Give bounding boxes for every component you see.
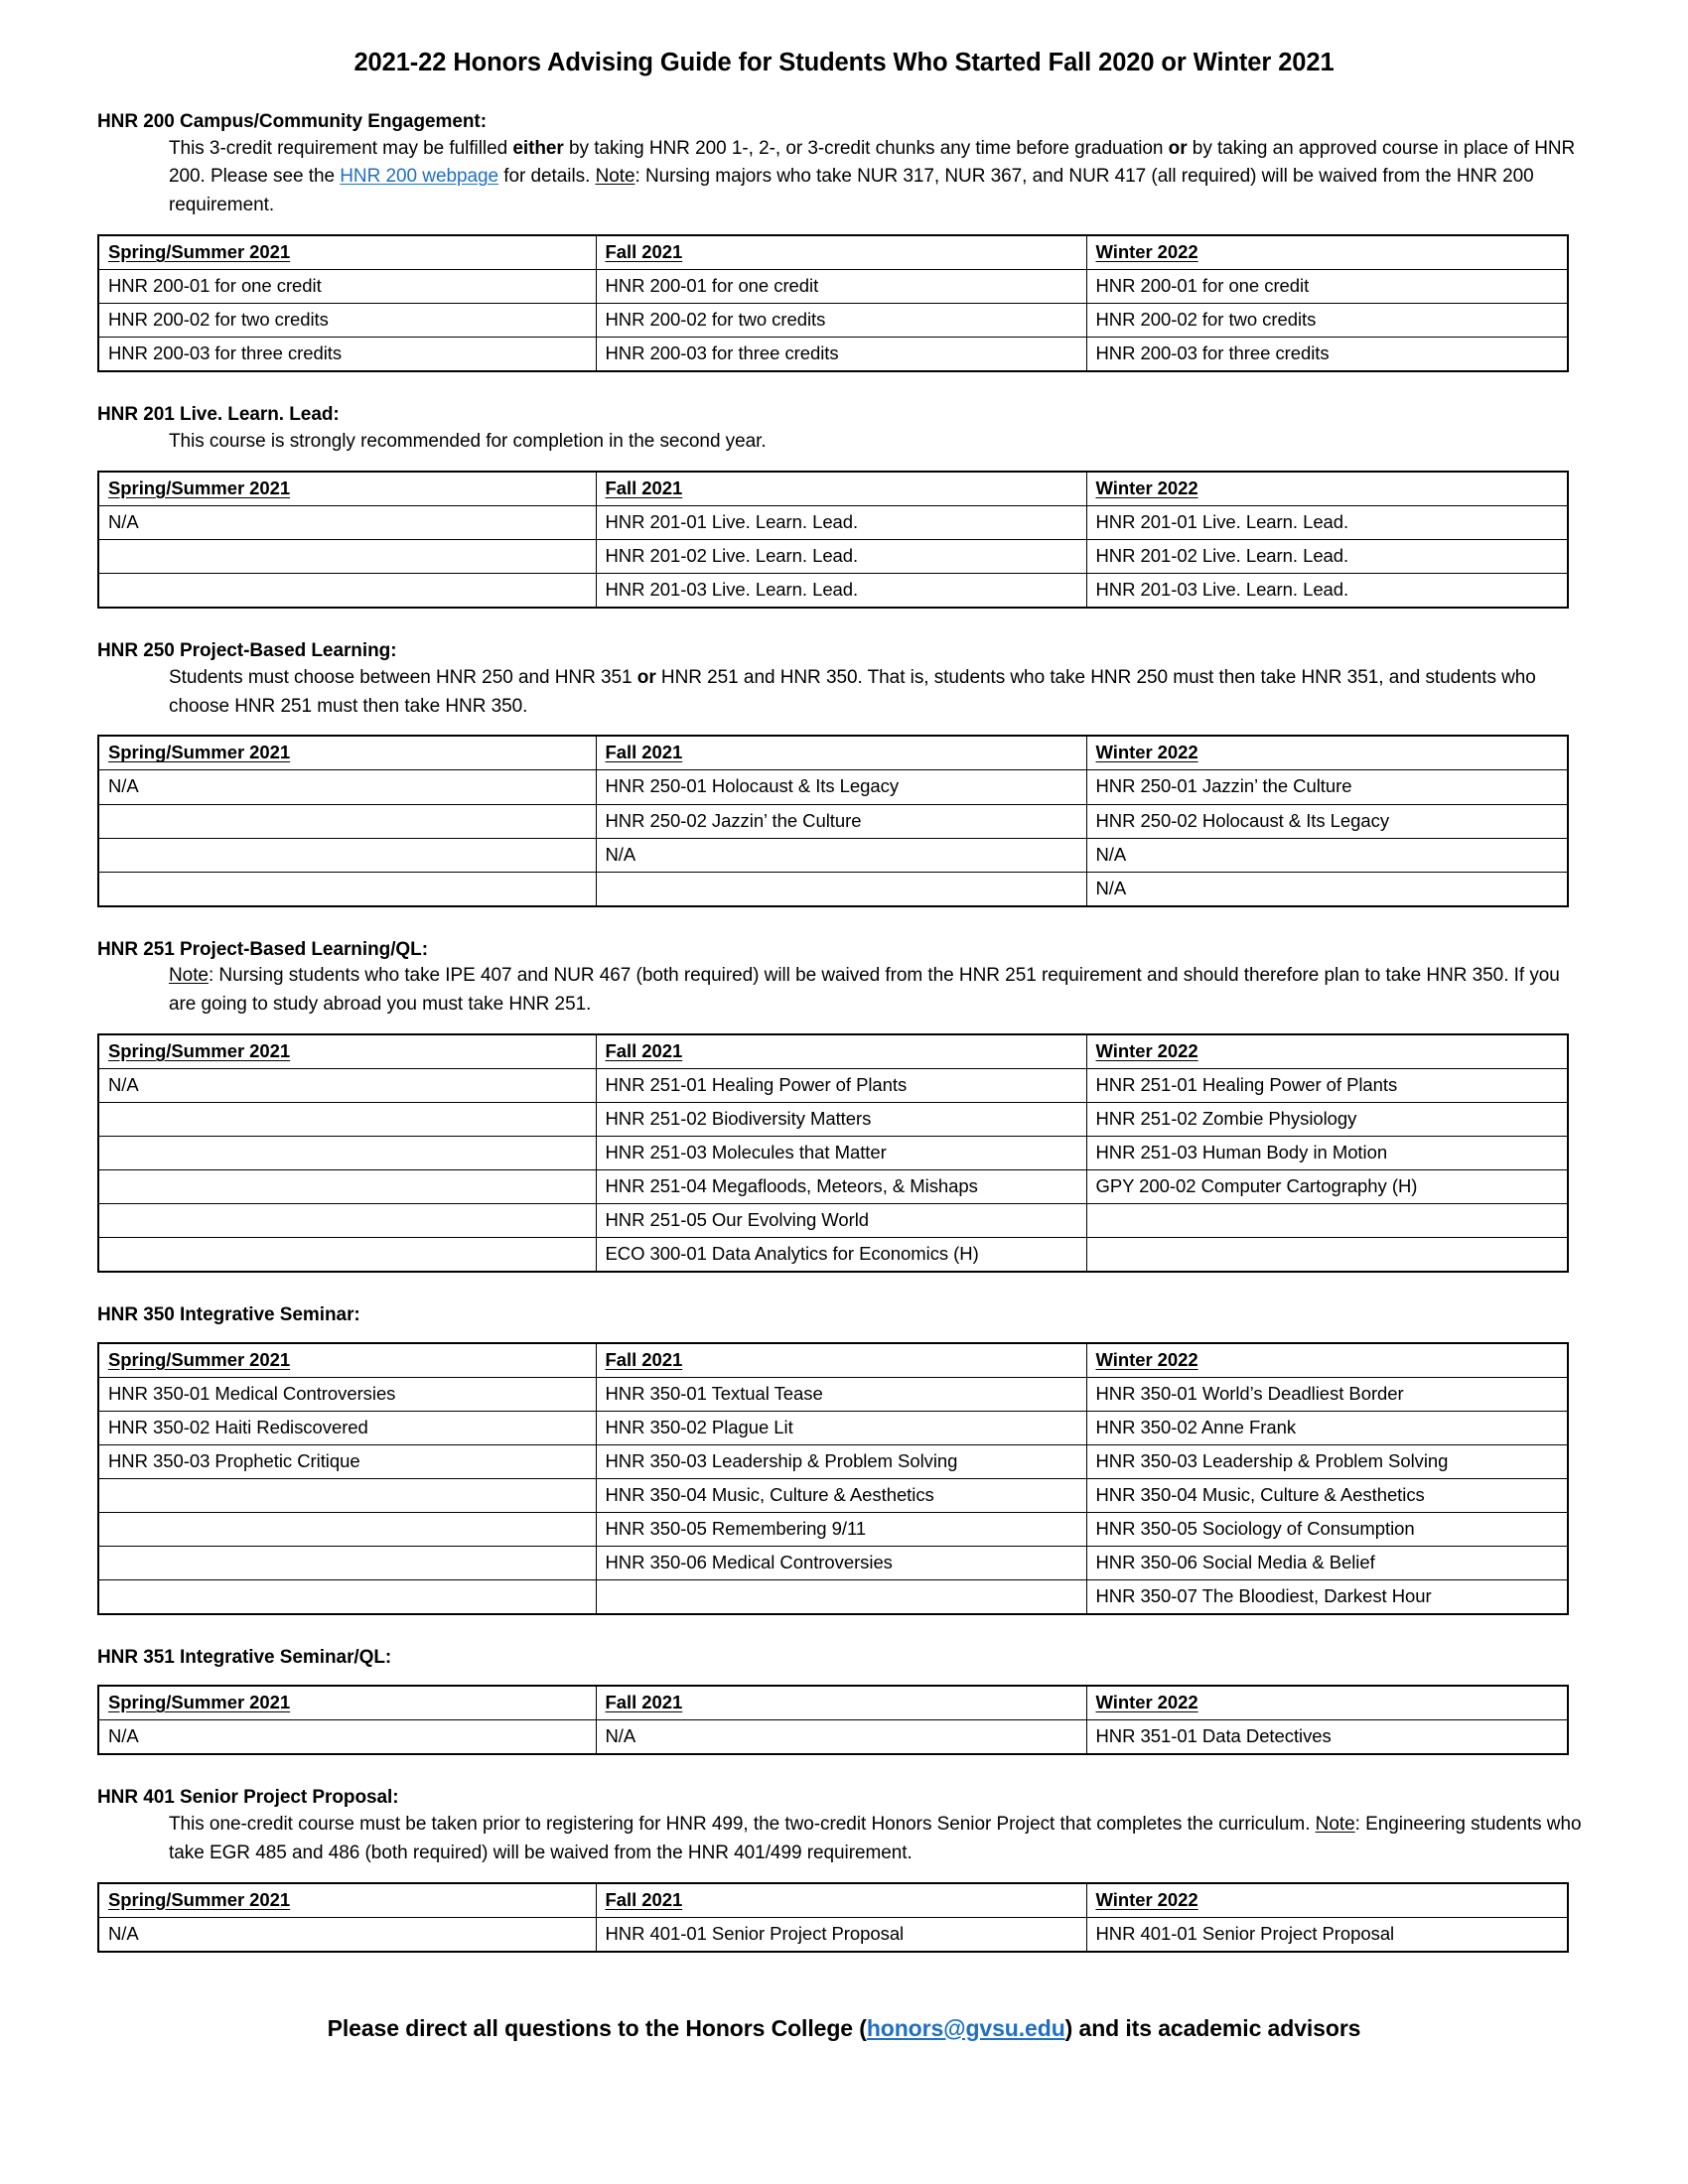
table-cell-empty bbox=[98, 539, 596, 573]
table-top-spacer bbox=[97, 1868, 1591, 1882]
table-cell: HNR 350-04 Music, Culture & Aesthetics bbox=[596, 1479, 1086, 1513]
table-cell: HNR 251-02 Zombie Physiology bbox=[1086, 1103, 1568, 1137]
column-header-label: Fall 2021 bbox=[605, 241, 683, 263]
section-spacer bbox=[97, 1615, 1591, 1645]
table-row bbox=[98, 1720, 1568, 1755]
table-cell: HNR 251-05 Our Evolving World bbox=[596, 1204, 1086, 1238]
table-row bbox=[98, 270, 1568, 304]
schedule-table-hnr-401 bbox=[97, 1882, 1569, 1953]
note-label: Note bbox=[169, 965, 209, 987]
column-header-label: Spring/Summer 2021 bbox=[108, 1040, 291, 1062]
table-row bbox=[98, 539, 1568, 573]
section-body-hnr-251 bbox=[97, 962, 1591, 1020]
table-row bbox=[98, 872, 1568, 906]
column-header-label: Spring/Summer 2021 bbox=[108, 1692, 291, 1713]
table-cell: HNR 201-03 Live. Learn. Lead. bbox=[596, 573, 1086, 608]
column-header-spring-summer bbox=[98, 472, 596, 506]
table-cell-empty bbox=[98, 1137, 596, 1170]
table-cell: HNR 350-06 Social Media & Belief bbox=[1086, 1547, 1568, 1580]
table-cell: HNR 200-01 for one credit bbox=[1086, 270, 1568, 304]
schedule-table-hnr-201 bbox=[97, 471, 1569, 609]
table-cell: HNR 201-02 Live. Learn. Lead. bbox=[596, 539, 1086, 573]
table-cell: N/A bbox=[596, 838, 1086, 872]
section-spacer bbox=[97, 1755, 1591, 1785]
table-cell: HNR 200-02 for two credits bbox=[1086, 304, 1568, 338]
column-header-label: Fall 2021 bbox=[605, 1349, 683, 1371]
table-top-spacer bbox=[97, 457, 1591, 471]
table-cell: HNR 350-05 Sociology of Consumption bbox=[1086, 1513, 1568, 1547]
table-top-spacer bbox=[97, 1328, 1591, 1342]
table-cell: HNR 350-01 Medical Controversies bbox=[98, 1378, 596, 1412]
table-cell: N/A bbox=[98, 505, 596, 539]
table-header-row bbox=[98, 1883, 1568, 1918]
column-header-label: Fall 2021 bbox=[605, 1888, 683, 1910]
table-cell: N/A bbox=[1086, 838, 1568, 872]
table-cell-empty bbox=[98, 1170, 596, 1204]
table-cell: HNR 200-01 for one credit bbox=[596, 270, 1086, 304]
schedule-table-hnr-351 bbox=[97, 1685, 1569, 1755]
body-text: HNR 251 and HNR 350. That is, students who take HNR 250 must then take HNR 351, and students who choose HNR 251 must then take HNR 350. bbox=[169, 666, 1536, 717]
section-body-hnr-401 bbox=[97, 1811, 1591, 1868]
table-row bbox=[98, 1137, 1568, 1170]
table-cell: HNR 351-01 Data Detectives bbox=[1086, 1720, 1568, 1755]
table-cell: HNR 200-02 for two credits bbox=[596, 304, 1086, 338]
table-cell: HNR 401-01 Senior Project Proposal bbox=[1086, 1917, 1568, 1952]
column-header-spring-summer bbox=[98, 736, 596, 770]
table-header-row bbox=[98, 472, 1568, 506]
body-text: This course is strongly recommended for completion in the second year. bbox=[169, 430, 767, 452]
table-cell: N/A bbox=[98, 1069, 596, 1103]
section-body-hnr-200 bbox=[97, 135, 1591, 221]
body-text: by taking HNR 200 1-, 2-, or 3-credit chunks any time before graduation bbox=[563, 137, 1169, 159]
table-row bbox=[98, 1238, 1568, 1273]
table-cell: HNR 401-01 Senior Project Proposal bbox=[596, 1917, 1086, 1952]
table-cell: N/A bbox=[596, 1720, 1086, 1755]
column-header-fall bbox=[596, 736, 1086, 770]
table-cell-empty bbox=[98, 872, 596, 906]
emphasis-text: or bbox=[1168, 137, 1188, 159]
table-header-row bbox=[98, 235, 1568, 270]
column-header-label: Spring/Summer 2021 bbox=[108, 742, 291, 763]
column-header-winter bbox=[1086, 472, 1568, 506]
table-cell: HNR 350-02 Anne Frank bbox=[1086, 1412, 1568, 1445]
table-row bbox=[98, 338, 1568, 372]
table-cell: HNR 350-01 World’s Deadliest Border bbox=[1086, 1378, 1568, 1412]
table-cell: HNR 200-02 for two credits bbox=[98, 304, 596, 338]
column-header-winter bbox=[1086, 1343, 1568, 1378]
hnr-200-webpage-link[interactable]: HNR 200 webpage bbox=[340, 166, 499, 188]
column-header-spring-summer bbox=[98, 235, 596, 270]
table-cell-empty bbox=[1086, 1238, 1568, 1273]
schedule-table-hnr-200 bbox=[97, 234, 1569, 372]
table-cell: HNR 350-02 Plague Lit bbox=[596, 1412, 1086, 1445]
table-header-row bbox=[98, 736, 1568, 770]
section-hnr-200 bbox=[97, 79, 1591, 372]
table-cell: HNR 200-03 for three credits bbox=[596, 338, 1086, 372]
column-header-label: Winter 2022 bbox=[1095, 1692, 1198, 1713]
table-cell: HNR 201-02 Live. Learn. Lead. bbox=[1086, 539, 1568, 573]
table-row bbox=[98, 1069, 1568, 1103]
table-cell: HNR 201-03 Live. Learn. Lead. bbox=[1086, 573, 1568, 608]
table-row bbox=[98, 1412, 1568, 1445]
table-row bbox=[98, 1513, 1568, 1547]
body-text: : Nursing students who take IPE 407 and NUR 467 (both required) will be waived from the HNR 251 requirement and should therefore plan to take HNR 350. If you are going to study abroad you must take HNR 251. bbox=[169, 965, 1560, 1016]
table-cell: ECO 300-01 Data Analytics for Economics (H) bbox=[596, 1238, 1086, 1273]
column-header-label: Fall 2021 bbox=[605, 1692, 683, 1713]
table-cell: HNR 251-04 Megafloods, Meteors, & Mishaps bbox=[596, 1170, 1086, 1204]
table-cell: HNR 200-03 for three credits bbox=[98, 338, 596, 372]
section-heading-hnr-251: HNR 251 Project-Based Learning/QL: bbox=[97, 938, 428, 960]
column-header-spring-summer bbox=[98, 1343, 596, 1378]
table-header-row bbox=[98, 1343, 1568, 1378]
table-cell-empty bbox=[98, 1204, 596, 1238]
table-cell-empty bbox=[98, 1513, 596, 1547]
column-header-fall bbox=[596, 472, 1086, 506]
table-cell: GPY 200-02 Computer Cartography (H) bbox=[1086, 1170, 1568, 1204]
column-header-winter bbox=[1086, 736, 1568, 770]
table-row bbox=[98, 1580, 1568, 1615]
section-hnr-350 bbox=[97, 1273, 1591, 1615]
note-label: Note bbox=[1315, 1813, 1355, 1835]
column-header-winter bbox=[1086, 1883, 1568, 1918]
table-row bbox=[98, 1170, 1568, 1204]
table-cell: N/A bbox=[98, 770, 596, 804]
table-cell: HNR 350-05 Remembering 9/11 bbox=[596, 1513, 1086, 1547]
table-cell-empty bbox=[98, 1238, 596, 1273]
section-spacer bbox=[97, 79, 1591, 109]
table-row bbox=[98, 804, 1568, 838]
table-cell: HNR 350-02 Haiti Rediscovered bbox=[98, 1412, 596, 1445]
emphasis-text: or bbox=[636, 666, 656, 688]
footer-contact-note bbox=[97, 1953, 1591, 2044]
column-header-fall bbox=[596, 1686, 1086, 1720]
column-header-fall bbox=[596, 1343, 1086, 1378]
table-cell: HNR 251-01 Healing Power of Plants bbox=[596, 1069, 1086, 1103]
table-cell-empty bbox=[98, 1580, 596, 1615]
column-header-spring-summer bbox=[98, 1883, 596, 1918]
note-label: Note bbox=[595, 166, 635, 188]
column-header-label: Winter 2022 bbox=[1095, 1040, 1198, 1062]
table-cell: HNR 201-01 Live. Learn. Lead. bbox=[596, 505, 1086, 539]
table-cell-empty bbox=[98, 1103, 596, 1137]
table-row bbox=[98, 1445, 1568, 1479]
table-cell: HNR 350-07 The Bloodiest, Darkest Hour bbox=[1086, 1580, 1568, 1615]
table-cell: N/A bbox=[98, 1917, 596, 1952]
table-cell: HNR 200-03 for three credits bbox=[1086, 338, 1568, 372]
column-header-label: Winter 2022 bbox=[1095, 1349, 1198, 1371]
section-heading-hnr-401: HNR 401 Senior Project Proposal: bbox=[97, 1787, 399, 1809]
section-spacer bbox=[97, 907, 1591, 937]
table-cell: HNR 251-02 Biodiversity Matters bbox=[596, 1103, 1086, 1137]
table-cell: HNR 350-04 Music, Culture & Aesthetics bbox=[1086, 1479, 1568, 1513]
schedule-table-hnr-251 bbox=[97, 1033, 1569, 1273]
table-cell: N/A bbox=[1086, 872, 1568, 906]
table-cell: HNR 250-02 Holocaust & Its Legacy bbox=[1086, 804, 1568, 838]
section-hnr-351 bbox=[97, 1615, 1591, 1755]
table-cell: HNR 350-03 Prophetic Critique bbox=[98, 1445, 596, 1479]
table-cell: HNR 350-03 Leadership & Problem Solving bbox=[1086, 1445, 1568, 1479]
table-header-row bbox=[98, 1034, 1568, 1069]
table-cell-empty bbox=[98, 1479, 596, 1513]
table-cell: N/A bbox=[98, 1720, 596, 1755]
table-cell: HNR 350-03 Leadership & Problem Solving bbox=[596, 1445, 1086, 1479]
emphasis-text: either bbox=[512, 137, 564, 159]
table-row bbox=[98, 1547, 1568, 1580]
table-row bbox=[98, 1204, 1568, 1238]
section-heading-hnr-250: HNR 250 Project-Based Learning: bbox=[97, 640, 397, 662]
column-header-label: Spring/Summer 2021 bbox=[108, 1349, 291, 1371]
section-heading-hnr-350: HNR 350 Integrative Seminar: bbox=[97, 1304, 360, 1326]
section-heading-hnr-201: HNR 201 Live. Learn. Lead: bbox=[97, 404, 340, 426]
body-text: This one-credit course must be taken prior to registering for HNR 499, the two-credit Honors Senior Project that completes the curriculum. bbox=[169, 1813, 1316, 1835]
section-spacer bbox=[97, 372, 1591, 402]
table-row bbox=[98, 838, 1568, 872]
table-header-row bbox=[98, 1686, 1568, 1720]
page-title: 2021-22 Honors Advising Guide for Students Who Started Fall 2020 or Winter 2021 bbox=[353, 49, 1335, 76]
column-header-fall bbox=[596, 1034, 1086, 1069]
section-hnr-250 bbox=[97, 609, 1591, 907]
table-cell: HNR 200-01 for one credit bbox=[98, 270, 596, 304]
column-header-spring-summer bbox=[98, 1034, 596, 1069]
section-hnr-201 bbox=[97, 372, 1591, 609]
body-text: by taking an approved course in place of HNR 200. Please see the bbox=[169, 137, 1576, 188]
column-header-label: Fall 2021 bbox=[605, 477, 683, 498]
column-header-label: Fall 2021 bbox=[605, 1040, 683, 1062]
table-top-spacer bbox=[97, 721, 1591, 735]
table-cell: HNR 251-01 Healing Power of Plants bbox=[1086, 1069, 1568, 1103]
table-cell-empty bbox=[98, 804, 596, 838]
column-header-label: Winter 2022 bbox=[1095, 742, 1198, 763]
table-row bbox=[98, 770, 1568, 804]
body-text: for details. bbox=[498, 166, 596, 188]
schedule-table-hnr-350 bbox=[97, 1342, 1569, 1615]
column-header-label: Winter 2022 bbox=[1095, 1888, 1198, 1910]
table-top-spacer bbox=[97, 220, 1591, 234]
table-cell: HNR 201-01 Live. Learn. Lead. bbox=[1086, 505, 1568, 539]
footer-text-before: Please direct all questions to the Honors College ( bbox=[327, 2014, 867, 2041]
table-top-spacer bbox=[97, 1671, 1591, 1685]
column-header-winter bbox=[1086, 235, 1568, 270]
footer-text-after: ) and its academic advisors bbox=[1064, 2014, 1361, 2041]
section-hnr-401 bbox=[97, 1755, 1591, 1952]
column-header-label: Spring/Summer 2021 bbox=[108, 241, 291, 263]
column-header-label: Winter 2022 bbox=[1095, 477, 1198, 498]
table-cell-empty bbox=[98, 573, 596, 608]
section-body-hnr-201 bbox=[97, 428, 1591, 457]
column-header-label: Winter 2022 bbox=[1095, 241, 1198, 263]
table-cell: HNR 251-03 Human Body in Motion bbox=[1086, 1137, 1568, 1170]
table-cell-empty bbox=[98, 1547, 596, 1580]
section-hnr-251 bbox=[97, 907, 1591, 1274]
column-header-label: Fall 2021 bbox=[605, 742, 683, 763]
column-header-winter bbox=[1086, 1686, 1568, 1720]
table-row bbox=[98, 573, 1568, 608]
body-text: : Nursing majors who take NUR 317, NUR 367, and NUR 417 (all required) will be waived from the HNR 200 requirement. bbox=[169, 166, 1534, 216]
table-cell: HNR 250-01 Holocaust & Its Legacy bbox=[596, 770, 1086, 804]
table-cell: HNR 251-03 Molecules that Matter bbox=[596, 1137, 1086, 1170]
table-cell-empty bbox=[1086, 1204, 1568, 1238]
section-spacer bbox=[97, 609, 1591, 638]
section-heading-hnr-351: HNR 351 Integrative Seminar/QL: bbox=[97, 1647, 392, 1669]
sections-container bbox=[97, 79, 1591, 1953]
table-cell: HNR 250-01 Jazzin’ the Culture bbox=[1086, 770, 1568, 804]
column-header-label: Spring/Summer 2021 bbox=[108, 1888, 291, 1910]
column-header-spring-summer bbox=[98, 1686, 596, 1720]
honors-email-link[interactable]: honors@gvsu.edu bbox=[866, 2014, 1065, 2041]
table-row bbox=[98, 505, 1568, 539]
table-top-spacer bbox=[97, 1020, 1591, 1033]
table-row bbox=[98, 1479, 1568, 1513]
table-row bbox=[98, 1378, 1568, 1412]
section-body-hnr-250 bbox=[97, 664, 1591, 722]
column-header-fall bbox=[596, 1883, 1086, 1918]
table-cell-empty bbox=[596, 872, 1086, 906]
body-text: : Engineering students who take EGR 485 and 486 (both required) will be waived from the HNR 401/499 requirement. bbox=[169, 1813, 1582, 1863]
column-header-label: Spring/Summer 2021 bbox=[108, 477, 291, 498]
column-header-fall bbox=[596, 235, 1086, 270]
table-cell-empty bbox=[98, 838, 596, 872]
table-cell-empty bbox=[596, 1580, 1086, 1615]
schedule-table-hnr-250 bbox=[97, 735, 1569, 906]
body-text: Students must choose between HNR 250 and HNR 351 bbox=[169, 666, 637, 688]
table-cell: HNR 350-01 Textual Tease bbox=[596, 1378, 1086, 1412]
table-cell: HNR 250-02 Jazzin’ the Culture bbox=[596, 804, 1086, 838]
table-row bbox=[98, 304, 1568, 338]
table-row bbox=[98, 1103, 1568, 1137]
section-spacer bbox=[97, 1273, 1591, 1302]
section-heading-hnr-200: HNR 200 Campus/Community Engagement: bbox=[97, 110, 487, 132]
body-text: This 3-credit requirement may be fulfilled bbox=[169, 137, 513, 159]
table-cell: HNR 350-06 Medical Controversies bbox=[596, 1547, 1086, 1580]
table-row bbox=[98, 1917, 1568, 1952]
column-header-winter bbox=[1086, 1034, 1568, 1069]
